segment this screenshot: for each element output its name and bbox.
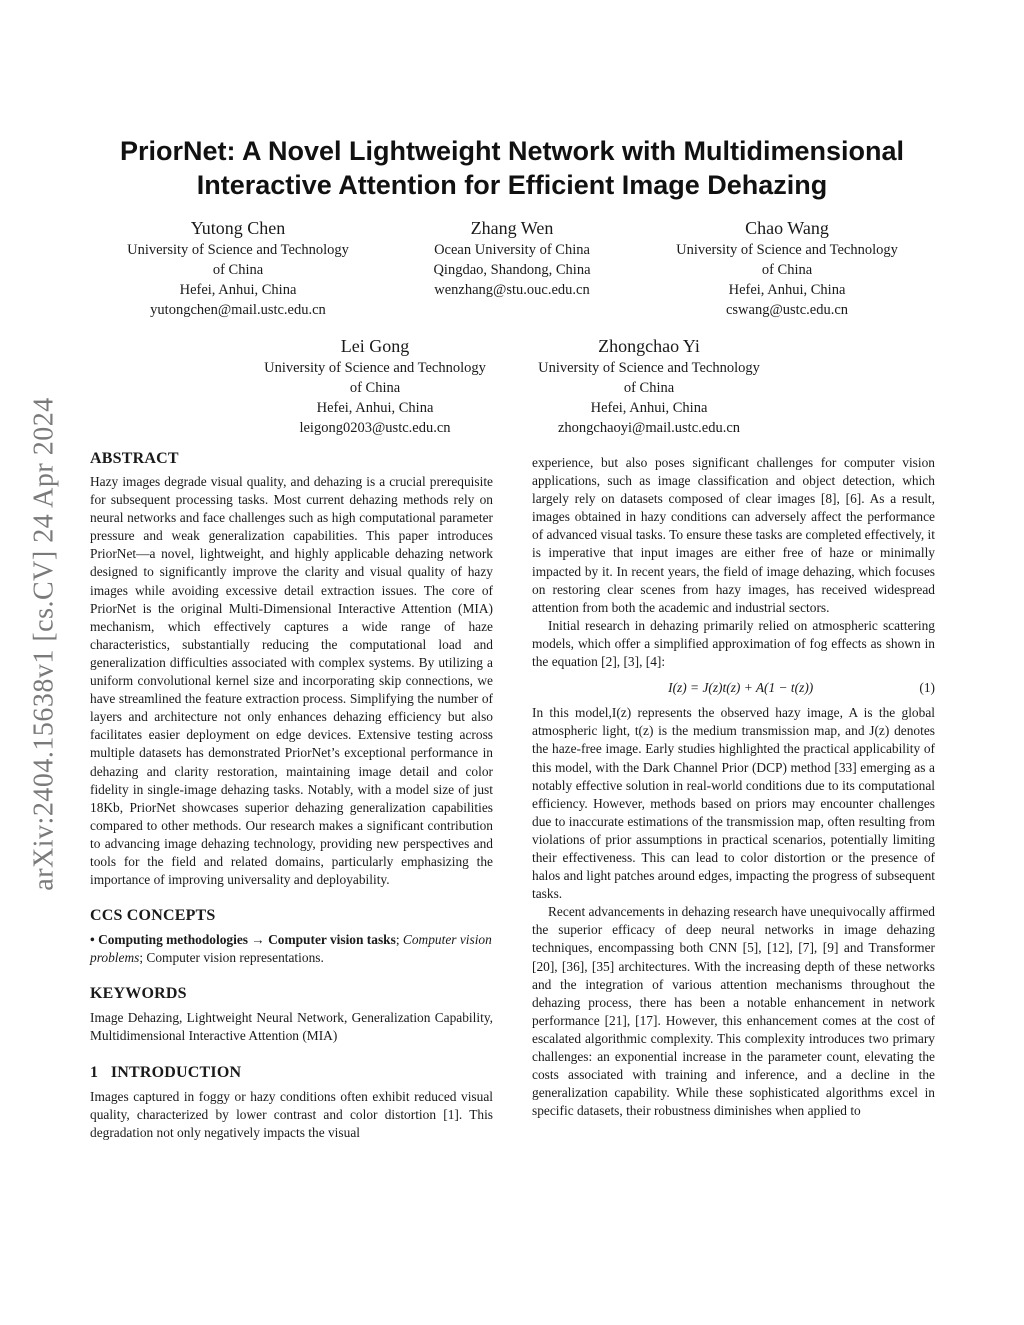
author-affiliation: University of Science and Technology <box>676 242 898 258</box>
author-email[interactable]: zhongchaoyi@mail.ustc.edu.cn <box>557 420 741 436</box>
author-block <box>237 334 513 438</box>
ccs-concept-1: Computing methodologies <box>98 932 248 948</box>
author-location: Hefei, Anhui, China <box>179 282 297 298</box>
author-affiliation: of China <box>623 380 675 396</box>
author-email[interactable]: yutongchen@mail.ustc.edu.cn <box>150 302 326 318</box>
author-location: Qingdao, Shandong, China <box>433 262 591 278</box>
abstract-heading: ABSTRACT <box>90 450 179 467</box>
equation-expression: I(z) = J(z)t(z) + A(1 − t(z)) <box>668 680 814 696</box>
ccs-separator: ; <box>395 932 400 948</box>
right-column <box>532 454 935 1120</box>
author-affiliation: of China <box>349 380 401 396</box>
author-block <box>402 216 622 300</box>
author-affiliation: of China <box>761 262 813 278</box>
author-block <box>511 334 787 438</box>
section-number: 1 <box>90 1063 99 1081</box>
equation-number: (1) <box>919 680 935 696</box>
title-line-2: Interactive Attention for Efficient Image Dehazing <box>196 170 828 200</box>
author-location: Hefei, Anhui, China <box>728 282 846 298</box>
section-title: INTRODUCTION <box>110 1063 242 1081</box>
intro-paragraph-1: Images captured in foggy or hazy conditions often exhibit reduced visual quality, characterized by lower contrast and color distortion [1]. This degradation not only negatively impacts the visual <box>90 1088 493 1140</box>
paper-title <box>80 134 944 202</box>
keywords-heading: KEYWORDS <box>90 985 187 1003</box>
author-name: Chao Wang <box>745 218 829 238</box>
ccs-concept-2: Computer vision tasks <box>268 932 396 948</box>
introduction-heading <box>90 1062 493 1084</box>
author-affiliation: University of Science and Technology <box>264 360 486 376</box>
abstract-text: Hazy images degrade visual quality, and dehazing is a crucial prerequisite for subsequent processing tasks. Most current dehazing methods rely on neural networks and face challenges such as high computational parameter pressure and weak generalization capabilities. This paper introduces PriorNet—a novel, lightweight, and highly applicable dehazing network designed to significantly improve the clarity and visual quality of hazy images while avoiding excessive detail extraction issues. The core of PriorNet is the original Multi-Dimensional Interactive Attention (MIA) mechanism, which effectively captures a wide range of haze characteristics, substantially reducing the computational load and generalization difficulties associated with complex systems. By utilizing a uniform convolutional kernel size and incorporating skip connections, we have streamlined the feature extraction process. Simplifying the number of layers and architecture not only enhances dehazing efficiency but also facilitates easier deployment on edge devices. Extensive testing across multiple datasets has demonstrated PriorNet’s exceptional performance in dehazing and clarity restoration, maintaining image detail and color fidelity in single-image dehazing tasks. Notably, with a model size of just 18Kb, PriorNet showcases superior dehazing generalization capabilities compared to other methods. Our research makes a significant contribution to advancing image dehazing technology, providing new perspectives and tools for the field and related domains, particularly emphasizing the importance of improving universality and deployability. <box>90 474 493 888</box>
author-email[interactable]: leigong0203@ustc.edu.cn <box>299 420 451 436</box>
author-email[interactable]: cswang@ustc.edu.cn <box>725 302 849 318</box>
intro-paragraph-1-continued: experience, but also poses significant challenges for computer vision applications, such as image classification and object detection, which largely rely on datasets composed of clear images [8], [6]. As a result, images obtained in hazy conditions can adversely affect the performance of advanced visual tasks. To ensure these tasks are completed effectively, it is imperative that input images are either free of haze or minimally impacted by it. In recent years, the field of image dehazing, which focuses on restoring clear scenes from hazy images, has received widespread attention from both the academic and industrial sectors. <box>532 455 935 615</box>
author-affiliation: University of Science and Technology <box>538 360 760 376</box>
author-affiliation: of China <box>212 262 264 278</box>
author-name: Yutong Chen <box>190 218 286 238</box>
author-location: Hefei, Anhui, China <box>316 400 434 416</box>
author-block <box>649 216 925 320</box>
author-email[interactable]: wenzhang@stu.ouc.edu.cn <box>434 282 590 298</box>
intro-paragraph-4: Recent advancements in dehazing research have unequivocally affirmed the superior efficacy of deep neural networks in image dehazing techniques, encompassing both CNN [5], [12], [7], [9] and Transformer [20], [36], [35] architectures. With the increasing depth of these networks and the integration of various attention mechanisms throughout the dehazing process, there has been a notable enhancement in network performance [21], [17]. However, this enhancement comes at the cost of escalated algorithmic complexity. This complexity introduces two primary challenges: an exponential increase in the parameter count, elevating the costs associated with training and inference, and a decline in the generalization capability. While these sophisticated algorithms excel in specific datasets, their robustness diminishes when applied to <box>532 904 935 1119</box>
author-block <box>100 216 376 320</box>
ccs-concept-rest: ; Computer vision representations. <box>139 950 324 966</box>
keywords-text: Image Dehazing, Lightweight Neural Network, Generalization Capability, Multidimensional Interactive Attention (MIA) <box>90 1010 493 1044</box>
author-location: Hefei, Anhui, China <box>590 400 708 416</box>
author-name: Lei Gong <box>340 336 410 356</box>
ccs-concept-3: Computer vision problems <box>90 932 492 966</box>
title-line-1: PriorNet: A Novel Lightweight Network with Multidimensional <box>119 136 905 166</box>
ccs-heading: CCS CONCEPTS <box>90 907 216 925</box>
author-name: Zhang Wen <box>470 218 554 238</box>
equation-1 <box>532 679 935 697</box>
ccs-arrow: → <box>251 932 265 948</box>
arxiv-stamp-text: arXiv:2404.15638v1 [cs.CV] 24 Apr 2024 <box>29 397 60 891</box>
ccs-bullet: • <box>90 932 95 948</box>
author-name: Zhongchao Yi <box>598 336 700 356</box>
intro-paragraph-3: In this model,I(z) represents the observed hazy image, A is the global atmospheric light, t(z) is the medium transmission map, and J(z) denotes the haze-free image. Early studies highlighted the practical applicability of this model, with the Dark Channel Prior (DCP) method [33] emerging as a notably effective solution in real-world conditions due to its computational efficiency. However, methods based on priors may encounter challenges due to inaccurate estimations of the transmission map, often resulting from violations of prior assumptions in practical scenarios, potentially limiting their effectiveness. This can lead to color distortion or the presence of halos and light patches around edges, impacting the progress of subsequent tasks. <box>532 705 935 902</box>
arxiv-stamp <box>25 349 65 939</box>
author-affiliation: University of Science and Technology <box>127 242 349 258</box>
left-column <box>90 448 493 1142</box>
intro-paragraph-2: Initial research in dehazing primarily relied on atmospheric scattering models, which offer a simplified approximation of fog effects as shown in the equation [2], [3], [4]: <box>532 617 935 670</box>
author-affiliation: Ocean University of China <box>434 242 590 258</box>
ccs-text <box>90 931 493 967</box>
